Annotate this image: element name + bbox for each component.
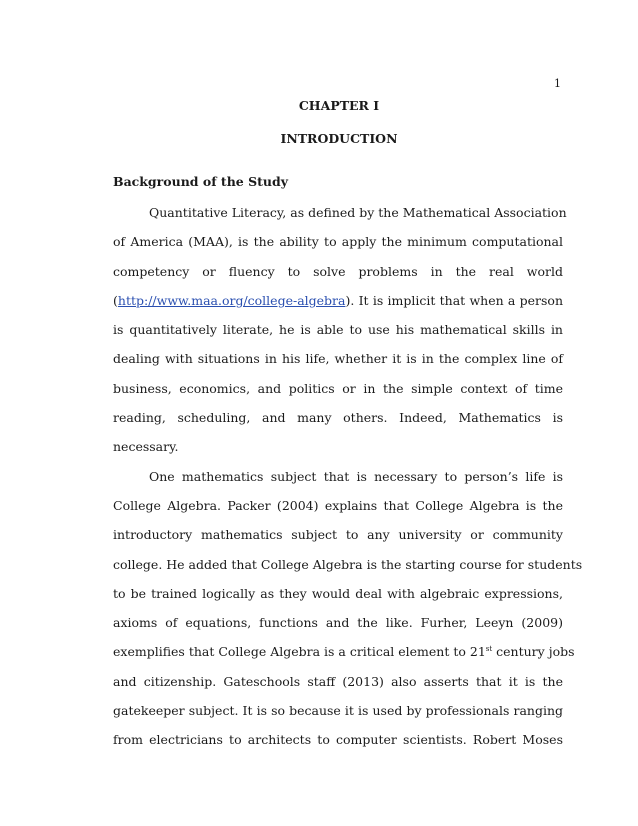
paragraph-2-line: to be trained logically as they would deal with algebraic expressions, — [113, 585, 563, 601]
paragraph-2-line-with-superscript — [113, 637, 575, 666]
paragraph-2-line: college. He added that College Algebra is the starting course for students — [113, 556, 583, 572]
paragraph-2-line: gatekeeper subject. It is so because it is used by professionals ranging — [113, 703, 563, 719]
paragraph-2-line: axioms of equations, functions and the like. Furher, Leeyn (2009) — [113, 615, 563, 631]
paragraph-1-line: Quantitative Literacy, as defined by the Mathematical Association — [149, 205, 567, 220]
chapter-label: CHAPTER I — [298, 98, 380, 113]
page-number: 1 — [554, 77, 561, 90]
paragraph-1-line: is quantitatively literate, he is able to use his mathematical skills in — [113, 322, 563, 338]
line-text: exemplifies that College Algebra is a critical element to 21 — [113, 644, 486, 660]
ordinal-superscript: st — [485, 645, 493, 654]
paragraph-1-line: dealing with situations in his life, whether it is in the complex line of — [113, 351, 563, 367]
paragraph-2-line: from electricians to architects to computer scientists. Robert Moses — [113, 732, 563, 748]
paragraph-1-line: of America (MAA), is the ability to apply the minimum computational — [113, 234, 563, 250]
paragraph-2-line: One mathematics subject that is necessary to person’s life is — [149, 468, 563, 484]
paragraph-1-line: necessary. — [113, 439, 179, 455]
paragraph-1-line: competency or fluency to solve problems in the real world — [113, 263, 563, 279]
paragraph-1-line: business, economics, and politics or in the simple context of time — [113, 380, 563, 396]
paragraph-1-line-with-link — [113, 286, 563, 315]
maa-college-algebra-link[interactable]: http://www.maa.org/college-algebra — [117, 292, 346, 308]
section-heading: Background of the Study — [113, 174, 288, 189]
paragraph-2-line: and citizenship. Gateschools staff (2013) also asserts that it is the — [113, 673, 563, 689]
body-text — [113, 198, 583, 755]
chapter-title: INTRODUCTION — [280, 131, 398, 146]
link-open-paren: ( — [113, 292, 118, 308]
paragraph-2-line: College Algebra. Packer (2004) explains that College Algebra is the — [113, 497, 563, 513]
paragraph-1-line: reading, scheduling, and many others. Indeed, Mathematics is — [113, 410, 563, 426]
line-text: century jobs — [492, 644, 575, 660]
link-trailing-text: ). It is implicit that when a person — [345, 292, 563, 308]
paragraph-2-line: introductory mathematics subject to any university or community — [113, 527, 563, 543]
